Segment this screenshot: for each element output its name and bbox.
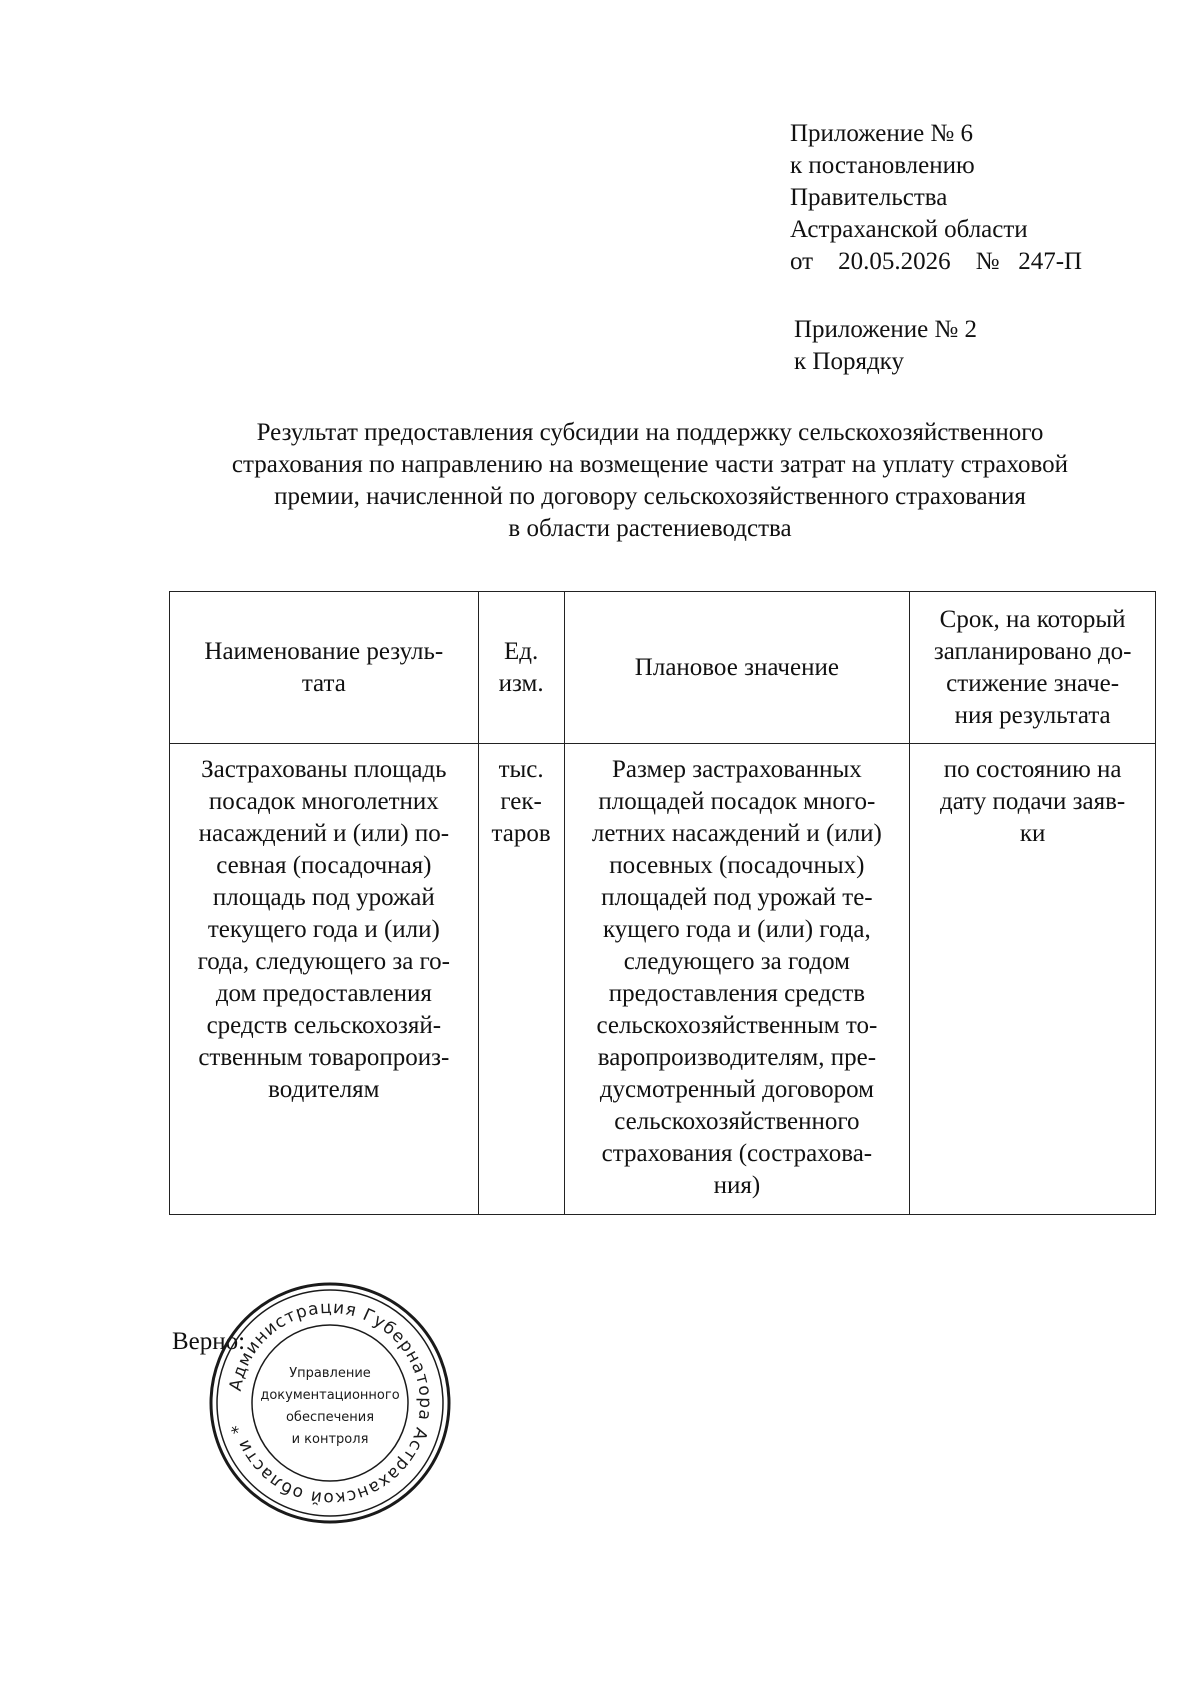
cell-line: ки: [1019, 820, 1046, 847]
appendix-main-line: Правительства: [790, 184, 948, 211]
cell-line: Застрахованы площадь: [201, 756, 447, 783]
header-deadline: [910, 592, 1156, 744]
cell-line: сельскохозяйственного: [614, 1108, 860, 1135]
cell-line: ственным товаропроиз-: [198, 1044, 450, 1071]
header-line: ния результата: [954, 701, 1111, 729]
cell-line: севная (посадочная): [216, 852, 432, 879]
cell-line: текущего года и (или): [207, 916, 440, 943]
cell-line: ния): [713, 1172, 761, 1199]
cell-line: тыс.: [498, 756, 544, 783]
official-seal: [208, 1281, 452, 1525]
seal-center-line: и контроля: [291, 1432, 369, 1447]
table-row: [170, 744, 1156, 1215]
cell-line: насаждений и (или) по-: [198, 820, 450, 847]
seal-outer-ring: [211, 1284, 449, 1522]
cell-line: водителям: [268, 1076, 380, 1103]
cell-line: посадок многолетних: [208, 788, 439, 815]
header-result-name: [170, 592, 479, 744]
title-line: премии, начисленной по договору сельскохозяйственного страхования: [274, 483, 1026, 510]
cell-line: по состоянию на: [943, 756, 1122, 783]
cell-line: посевных (посадочных): [609, 852, 865, 879]
cell-line: гек-: [500, 788, 542, 815]
document-title: [160, 417, 1140, 545]
cell-deadline: [910, 744, 1156, 1215]
seal-center-line: обеспечения: [285, 1410, 375, 1425]
cell-line: следующего за годом: [623, 948, 850, 975]
cell-line: дом предоставления: [215, 980, 432, 1007]
cell-line: таров: [491, 820, 551, 847]
seal-center-line: документационного: [260, 1388, 400, 1403]
title-line: страхования по направлению на возмещение части затрат на уплату страховой: [231, 451, 1069, 478]
cell-line: варопроизводителям, пре-: [597, 1044, 877, 1071]
table-header-row: [170, 592, 1156, 744]
seal-center-line: Управление: [289, 1366, 371, 1381]
cell-line: дусмотренный договором: [599, 1076, 874, 1103]
cell-line: дату подачи заяв-: [939, 788, 1126, 815]
header-line: тата: [301, 669, 346, 697]
seal-inner-ring: [252, 1325, 408, 1481]
cell-line: площадей под урожай те-: [601, 884, 873, 911]
appendix-main-line: к постановлению: [790, 152, 975, 179]
header-line: Срок, на который: [939, 605, 1126, 633]
cell-planned-value: [564, 744, 910, 1215]
header-line: Ед.: [503, 637, 539, 665]
cell-line: Размер застрахованных: [612, 756, 862, 783]
seal-ring-text: Администрация Губернатора Астраханской области *: [225, 1297, 436, 1509]
title-line: Результат предоставления субсидии на поддержку сельскохозяйственного: [256, 419, 1044, 446]
certification-label: Верно:: [172, 1328, 246, 1355]
header-line: Наименование резуль-: [204, 637, 444, 665]
header-line: Плановое значение: [634, 653, 839, 681]
cell-line: летних насаждений и (или): [591, 820, 882, 847]
title-line: в области растениеводства: [508, 515, 792, 542]
cell-line: площадь под урожай: [212, 884, 435, 911]
cell-unit: [478, 744, 564, 1215]
cell-result-name: [170, 744, 479, 1215]
cell-line: средств сельскохозяй-: [206, 1012, 442, 1039]
appendix-secondary-block: [794, 314, 977, 378]
header-planned-value: [564, 592, 910, 744]
header-unit: [478, 592, 564, 744]
seal-middle-ring: [217, 1290, 443, 1516]
cell-line: площадей посадок много-: [598, 788, 876, 815]
appendix-secondary-line: Приложение № 2: [794, 316, 978, 343]
appendix-secondary-line: к Порядку: [794, 348, 904, 375]
cell-line: предоставления средств: [608, 980, 866, 1007]
cell-line: сельскохозяйственным то-: [596, 1012, 878, 1039]
cell-line: страхования (сострахова-: [601, 1140, 873, 1167]
appendix-main-date-number: от 20.05.2026 № 247-П: [790, 248, 1083, 275]
appendix-main-line: Приложение № 6: [790, 120, 974, 147]
appendix-main-line: Астраханской области: [790, 216, 1028, 243]
appendix-main-block: [790, 118, 1082, 278]
cell-line: кущего года и (или) года,: [603, 916, 871, 943]
results-table: [169, 591, 1156, 1215]
header-line: изм.: [498, 669, 544, 697]
cell-line: года, следующего за го-: [197, 948, 451, 975]
header-line: запланировано до-: [933, 637, 1132, 665]
header-line: стижение значе-: [946, 669, 1120, 697]
